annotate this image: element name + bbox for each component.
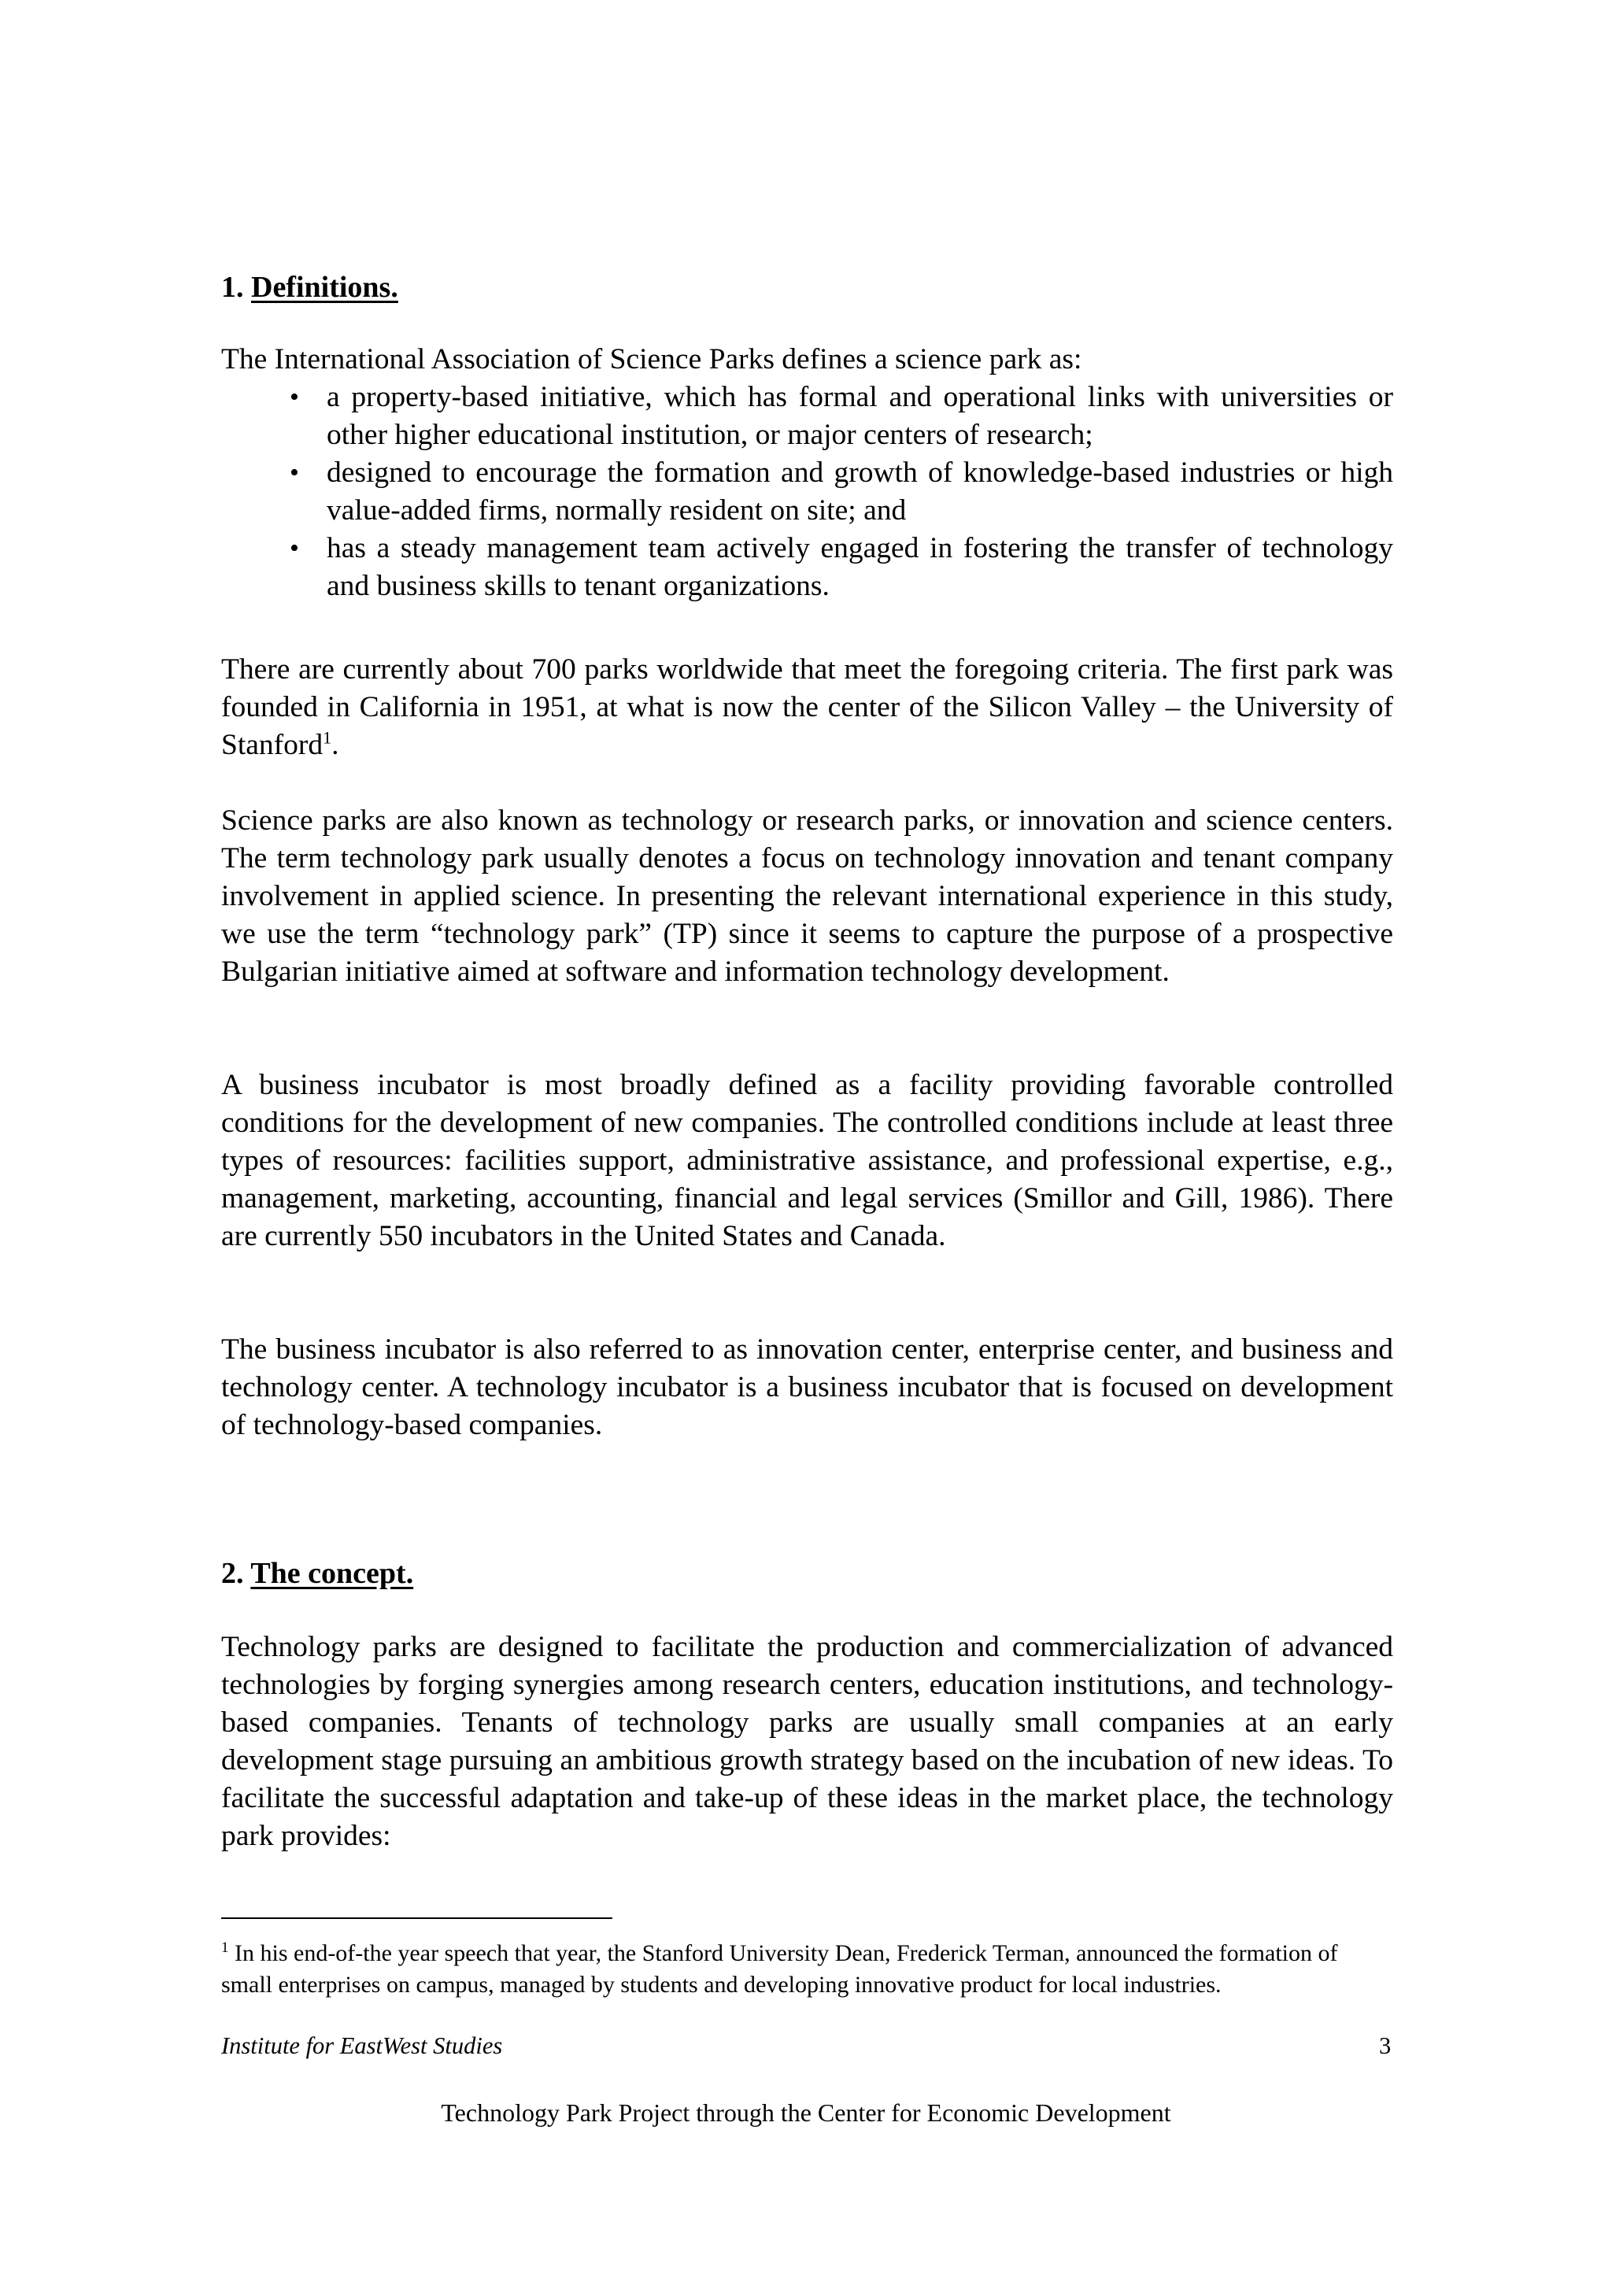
list-item	[221, 530, 1393, 605]
bullet-icon: •	[290, 458, 299, 487]
bullet-icon: •	[290, 534, 299, 563]
section-1-number: 1.	[221, 271, 244, 304]
paragraph-text: There are currently about 700 parks worldwide that meet the foregoing criteria. The first park was founded in California in 1951, at what is now the center of the Silicon Valley – the University of Stanford	[221, 653, 1393, 761]
page-number: 3	[1379, 2032, 1392, 2059]
footer-institute: Institute for EastWest Studies	[221, 2032, 503, 2059]
definition-list	[221, 379, 1393, 605]
paragraph-business-incubator: A business incubator is most broadly defined as a facility providing favorable controlled conditions for the development of new companies. The controlled conditions include at least three types of resources: facilities support, administrative assistance, and professional expertise, e.g., management, marketing, accounting, financial and legal services (Smillor and Gill, 1986). There are currently 550 incubators in the United States and Canada.	[221, 1069, 1393, 1252]
paragraph-concept: Technology parks are designed to facilitate the production and commercialization of advanced technologies by forging synergies among research centers, education institutions, and technology-based companies. Tenants of technology parks are usually small companies at an early development stage pursuing an ambitious growth strategy based on the incubation of new ideas. To facilitate the successful adaptation and take-up of these ideas in the market place, the technology park provides:	[221, 1631, 1393, 1852]
definition-intro: The International Association of Science Parks defines a science park as:	[221, 343, 1082, 375]
list-item	[221, 454, 1393, 530]
paragraph-parks-count	[221, 651, 1393, 764]
paragraph-incubator-names: The business incubator is also referred to as innovation center, enterprise center, and business and technology center. A technology incubator is a business incubator that is focused on development of technology-based companies.	[221, 1333, 1393, 1441]
section-2-heading	[221, 1555, 413, 1592]
footnote-text: In his end-of-the year speech that year, the Stanford University Dean, Frederick Terman, announced the formation of small enterprises on campus, managed by students and developing innovative product for local industries.	[221, 1940, 1338, 1998]
section-1-heading	[221, 268, 398, 306]
list-item-text: designed to encourage the formation and growth of knowledge-based industries or high value-added firms, normally resident on site; and	[327, 457, 1393, 527]
footnote-marker: 1	[221, 1939, 229, 1956]
footnote	[221, 1938, 1386, 2001]
project-line: Technology Park Project through the Center for Economic Development	[441, 2098, 1171, 2127]
footnote-ref-1[interactable]: 1	[323, 727, 332, 748]
section-2-number: 2.	[221, 1557, 244, 1590]
list-item-text: has a steady management team actively engaged in fostering the transfer of technology and business skills to tenant organizations.	[327, 532, 1393, 602]
bullet-icon: •	[290, 383, 299, 412]
paragraph-end: .	[331, 729, 339, 761]
paragraph-science-parks-terms: Science parks are also known as technology or research parks, or innovation and science centers. The term technology park usually denotes a focus on technology innovation and tenant company involvement in applied science. In presenting the relevant international experience in this study, we use the term “technology park” (TP) since it seems to capture the purpose of a prospective Bulgarian initiative aimed at software and information technology development.	[221, 804, 1393, 988]
footnote-separator	[221, 1917, 612, 1919]
section-1-title: Definitions.	[251, 271, 398, 304]
section-2-title: The concept.	[250, 1557, 414, 1590]
list-item-text: a property-based initiative, which has formal and operational links with universities or other higher educational institution, or major centers of research;	[327, 381, 1393, 451]
list-item	[221, 379, 1393, 454]
